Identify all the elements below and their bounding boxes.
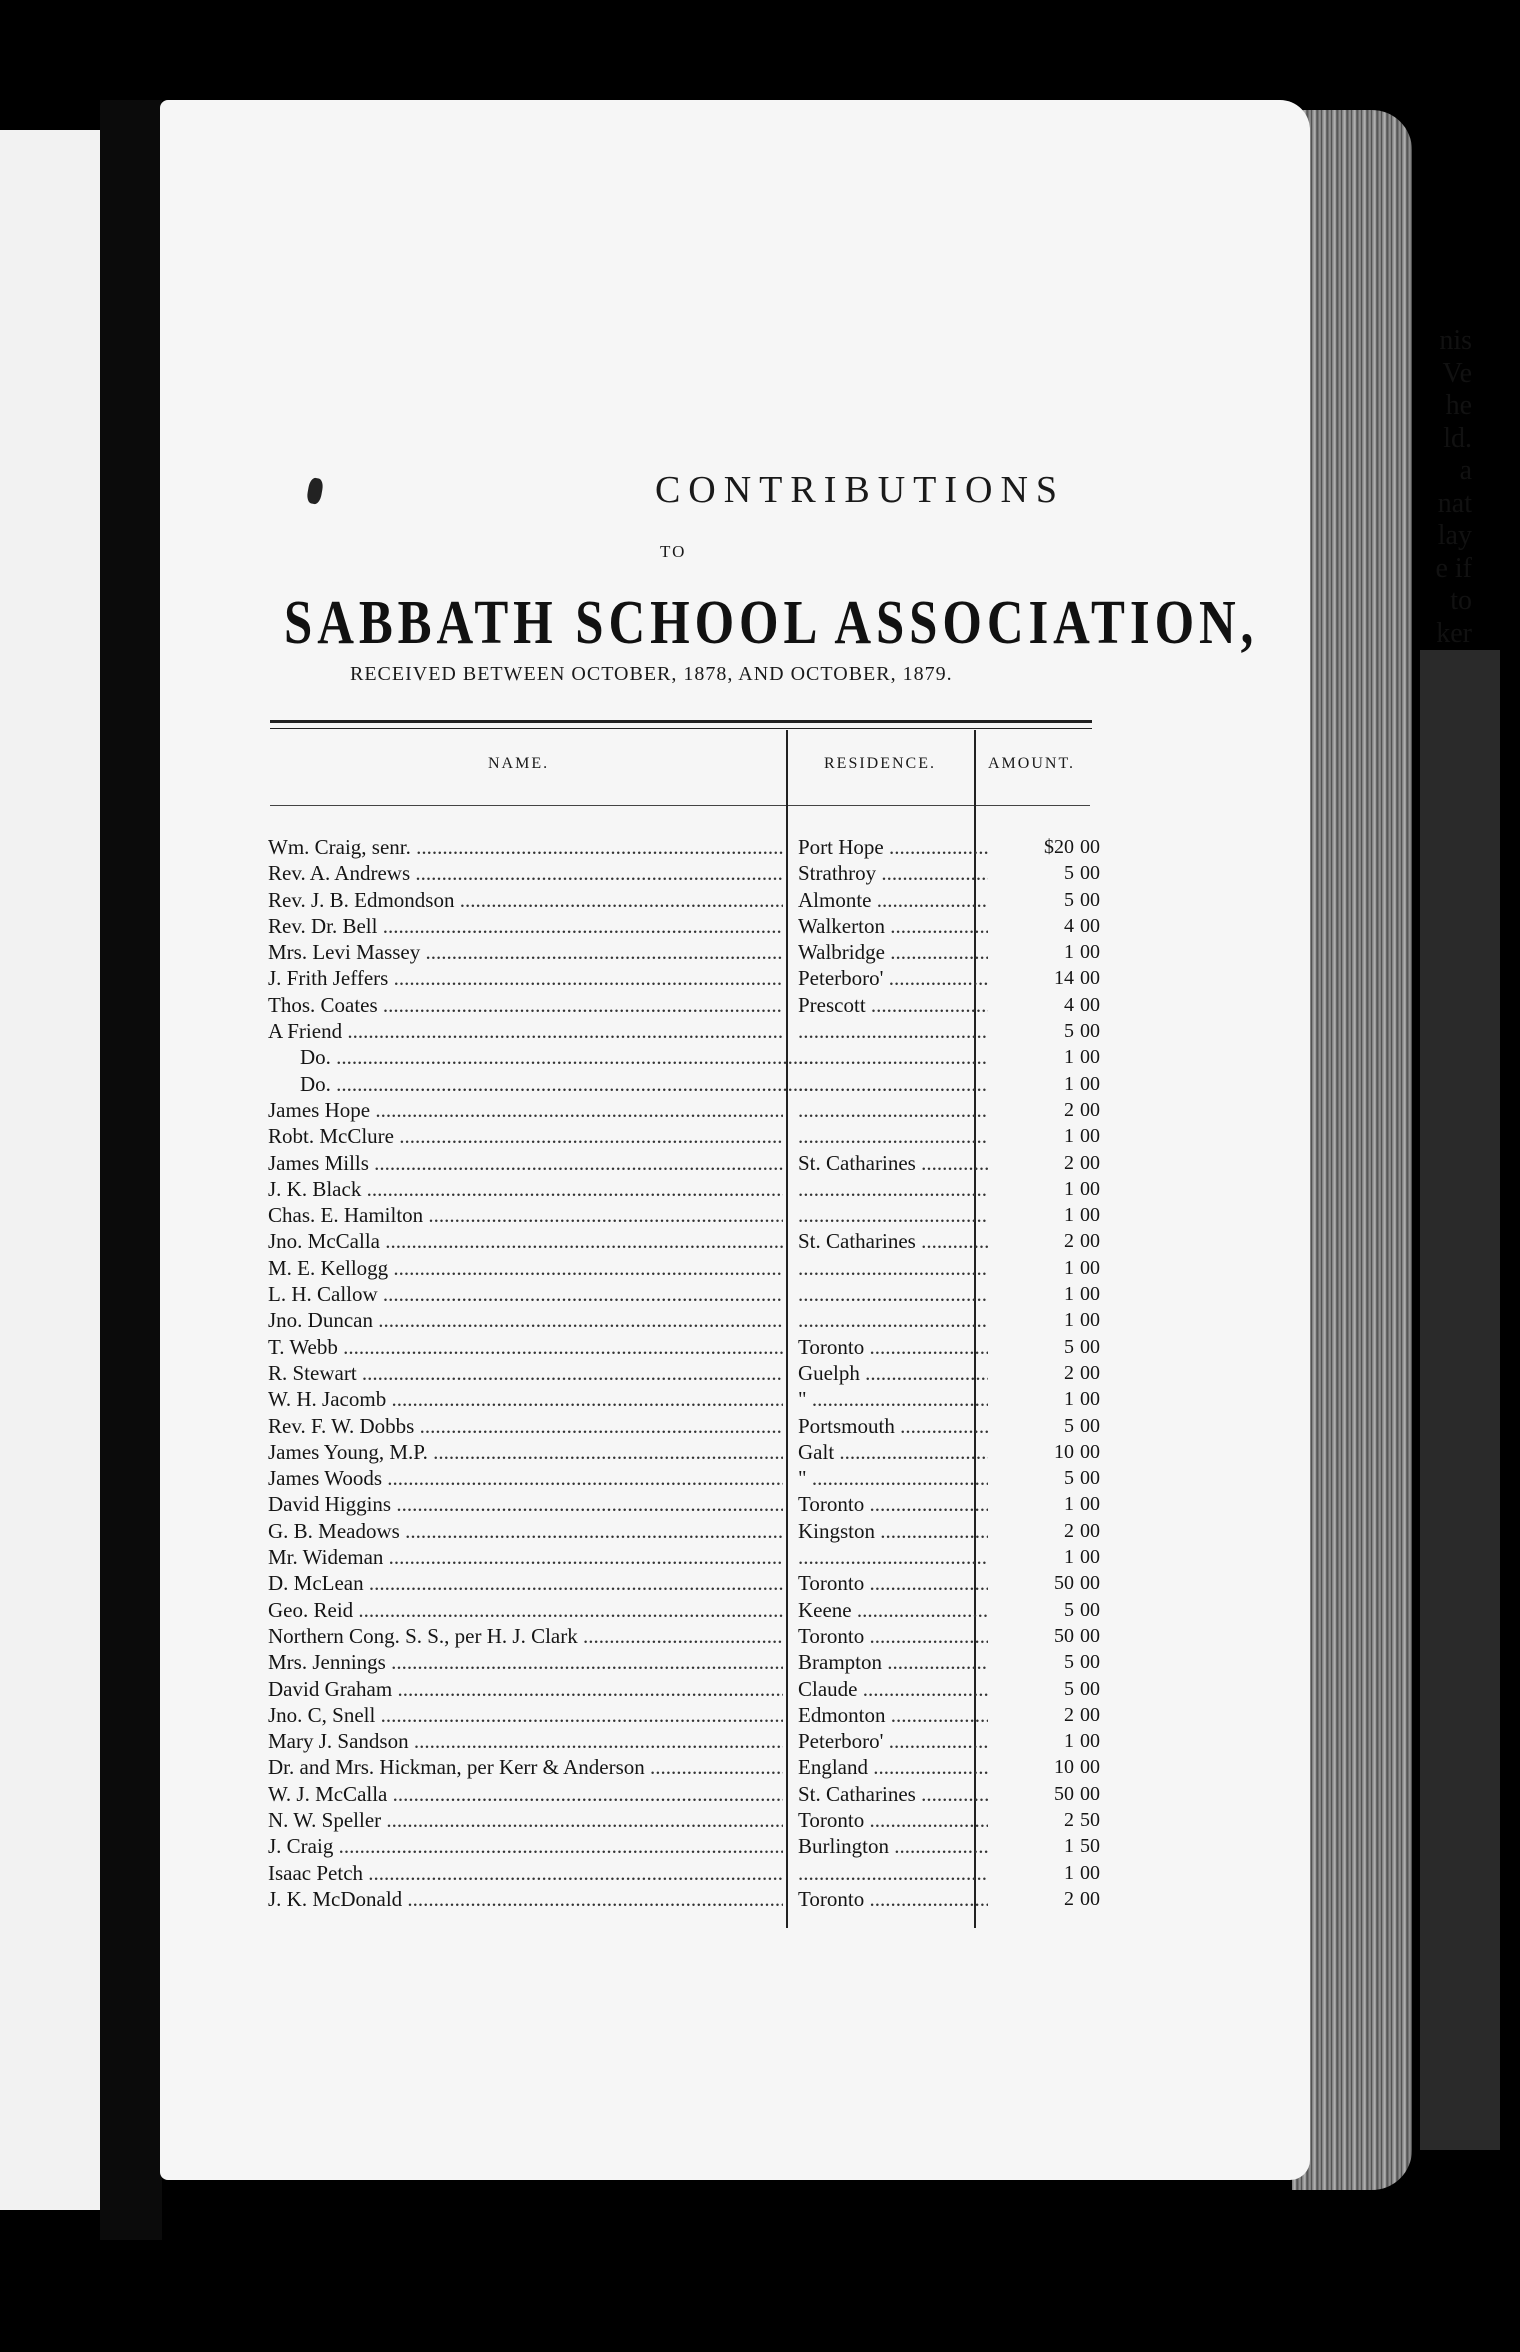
amount-cents: 00 bbox=[1080, 1204, 1100, 1227]
contributor-name: N. W. Speller ..... bbox=[268, 1807, 783, 1833]
contributor-name: G. B. Meadows ..... bbox=[268, 1518, 783, 1544]
residence bbox=[798, 1202, 988, 1228]
amount-dollars: 1 bbox=[1064, 1388, 1074, 1411]
amount-cents: 00 bbox=[1080, 1887, 1100, 1910]
table-row bbox=[268, 1728, 1128, 1754]
table-row bbox=[268, 1307, 1128, 1333]
amount-cents: 00 bbox=[1080, 1309, 1100, 1332]
amount-cents: 00 bbox=[1080, 1861, 1100, 1884]
table-row bbox=[268, 1202, 1128, 1228]
left-page-line: Ve bbox=[1442, 357, 1472, 389]
left-page-line: lay bbox=[1437, 520, 1472, 551]
title-to: TO bbox=[660, 542, 687, 561]
residence: " ..... bbox=[798, 1386, 988, 1412]
amount-dollars: 2 bbox=[1064, 1808, 1074, 1831]
residence: Toronto ..... bbox=[798, 1334, 988, 1360]
amount-dollars: 50 bbox=[1054, 1624, 1074, 1647]
amount-cents: 00 bbox=[1080, 941, 1100, 964]
contributor-name: James Hope ..... bbox=[268, 1097, 783, 1123]
amount-cents: 00 bbox=[1080, 1493, 1100, 1516]
amount-dollars: 5 bbox=[1064, 1677, 1074, 1700]
amount-cents: 00 bbox=[1080, 1467, 1100, 1490]
residence: St. Catharines ..... bbox=[798, 1781, 988, 1807]
contributor-name: Do. ..... bbox=[268, 1044, 815, 1070]
table-row bbox=[268, 939, 1128, 965]
contributor-name: M. E. Kellogg ..... bbox=[268, 1255, 783, 1281]
amount-cents: 00 bbox=[1080, 993, 1100, 1016]
amount-dollars: 1 bbox=[1064, 1046, 1074, 1069]
contributions-table bbox=[268, 834, 1128, 1912]
amount-cents: 00 bbox=[1080, 1072, 1100, 1095]
amount-dollars: 1 bbox=[1064, 1493, 1074, 1516]
left-page-line: a bbox=[1459, 455, 1472, 486]
contributor-name: Mrs. Levi Massey ..... bbox=[268, 939, 783, 965]
amount-dollars: 5 bbox=[1064, 1467, 1074, 1490]
subtitle-date-range: RECEIVED BETWEEN OCTOBER, 1878, AND OCTOBER, 1879. bbox=[350, 663, 953, 685]
amount-dollars: 4 bbox=[1064, 993, 1074, 1016]
amount-dollars: 1 bbox=[1064, 1204, 1074, 1227]
table-row bbox=[268, 1807, 1128, 1833]
contributor-name: Isaac Petch ..... bbox=[268, 1860, 783, 1886]
residence: Toronto ..... bbox=[798, 1570, 988, 1596]
amount-dollars: 50 bbox=[1054, 1572, 1074, 1595]
amount-cents: 00 bbox=[1080, 1098, 1100, 1121]
table-row bbox=[268, 860, 1128, 886]
amount-cents: 00 bbox=[1080, 1677, 1100, 1700]
left-page-line: ker bbox=[1436, 617, 1472, 649]
table-row bbox=[268, 1360, 1128, 1386]
residence: Prescott ..... bbox=[798, 992, 988, 1018]
amount-cents: 00 bbox=[1080, 1572, 1100, 1595]
residence: Walbridge ..... bbox=[798, 939, 988, 965]
table-row bbox=[268, 1860, 1128, 1886]
contributor-name: Rev. J. B. Edmondson ..... bbox=[268, 887, 783, 913]
header-rule-thin bbox=[270, 728, 1092, 729]
amount-cents: 00 bbox=[1080, 967, 1100, 990]
residence: Peterboro' ..... bbox=[798, 1728, 988, 1754]
left-page-line: ld. bbox=[1443, 422, 1472, 454]
residence: Guelph ..... bbox=[798, 1360, 988, 1386]
residence bbox=[798, 1281, 988, 1307]
table-row bbox=[268, 1018, 1128, 1044]
amount-cents: 00 bbox=[1080, 836, 1100, 858]
amount-cents: 00 bbox=[1080, 1546, 1100, 1569]
contributor-name: J. K. McDonald ..... bbox=[268, 1886, 783, 1912]
column-header-residence: RESIDENCE. bbox=[824, 755, 936, 772]
table-row bbox=[268, 1123, 1128, 1149]
amount-dollars: 10 bbox=[1054, 1756, 1074, 1779]
amount-dollars: 1 bbox=[1064, 1072, 1074, 1095]
title-association: SABBATH SCHOOL ASSOCIATION, bbox=[284, 589, 1259, 657]
table-row bbox=[268, 1833, 1128, 1859]
table-row bbox=[268, 1781, 1128, 1807]
table-row bbox=[268, 1754, 1128, 1780]
book-cover-edge bbox=[1420, 650, 1500, 2150]
residence: Brampton ..... bbox=[798, 1649, 988, 1675]
contributor-name: J. K. Black ..... bbox=[268, 1176, 783, 1202]
book-gutter bbox=[100, 100, 162, 2240]
contributor-name: Mrs. Jennings ..... bbox=[268, 1649, 783, 1675]
contributor-name: Thos. Coates ..... bbox=[268, 992, 783, 1018]
residence: St. Catharines ..... bbox=[798, 1150, 988, 1176]
table-row bbox=[268, 834, 1128, 860]
contributor-name: A Friend ..... bbox=[268, 1018, 783, 1044]
amount-cents: 00 bbox=[1080, 1414, 1100, 1437]
residence: Peterboro' ..... bbox=[798, 965, 988, 991]
amount-dollars: 1 bbox=[1064, 1125, 1074, 1148]
table-row bbox=[268, 1676, 1128, 1702]
contributor-name: Rev. F. W. Dobbs ..... bbox=[268, 1413, 783, 1439]
contributor-name: Geo. Reid ..... bbox=[268, 1597, 783, 1623]
contributor-name: Robt. McClure ..... bbox=[268, 1123, 783, 1149]
contributor-name: Chas. E. Hamilton ..... bbox=[268, 1202, 783, 1228]
amount-cents: 00 bbox=[1080, 1230, 1100, 1253]
amount-cents: 00 bbox=[1080, 914, 1100, 937]
table-row bbox=[268, 1570, 1128, 1596]
amount-dollars: 1 bbox=[1064, 1309, 1074, 1332]
residence: Burlington ..... bbox=[798, 1833, 988, 1859]
contributor-name: James Mills ..... bbox=[268, 1150, 783, 1176]
table-row bbox=[268, 887, 1128, 913]
contributor-name: Mary J. Sandson ..... bbox=[268, 1728, 783, 1754]
amount-cents: 00 bbox=[1080, 1151, 1100, 1174]
table-row bbox=[268, 1518, 1128, 1544]
table-row bbox=[268, 1044, 1128, 1070]
residence: " ..... bbox=[798, 1465, 988, 1491]
amount-cents: 00 bbox=[1080, 1388, 1100, 1411]
amount-cents: 00 bbox=[1080, 1361, 1100, 1384]
table-row bbox=[268, 1386, 1128, 1412]
table-row bbox=[268, 1334, 1128, 1360]
amount-cents: 50 bbox=[1080, 1808, 1100, 1831]
column-header-name: NAME. bbox=[488, 755, 550, 772]
amount-dollars: 5 bbox=[1064, 888, 1074, 911]
table-row bbox=[268, 1097, 1128, 1123]
table-row bbox=[268, 1255, 1128, 1281]
amount-dollars: 4 bbox=[1064, 914, 1074, 937]
amount-dollars: 10 bbox=[1054, 1440, 1074, 1463]
amount-dollars: 2 bbox=[1064, 1887, 1074, 1910]
amount-cents: 00 bbox=[1080, 1519, 1100, 1542]
contributor-name: T. Webb ..... bbox=[268, 1334, 783, 1360]
table-row bbox=[268, 1150, 1128, 1176]
residence bbox=[798, 1176, 988, 1202]
left-page-line: to bbox=[1450, 585, 1472, 616]
residence: Claude ..... bbox=[798, 1676, 988, 1702]
residence bbox=[798, 1307, 988, 1333]
amount-dollars: 5 bbox=[1064, 1598, 1074, 1621]
contributor-name: David Graham ..... bbox=[268, 1676, 783, 1702]
residence: Toronto ..... bbox=[798, 1886, 988, 1912]
residence bbox=[798, 1097, 988, 1123]
amount-cents: 00 bbox=[1080, 1782, 1100, 1805]
residence: Walkerton ..... bbox=[798, 913, 988, 939]
amount-dollars: 14 bbox=[1054, 967, 1074, 990]
table-row bbox=[268, 965, 1128, 991]
left-page-line: e if bbox=[1435, 552, 1472, 584]
contributor-name: Do. ..... bbox=[268, 1071, 815, 1097]
residence: Strathroy ..... bbox=[798, 860, 988, 886]
residence: Toronto ..... bbox=[798, 1623, 988, 1649]
amount-dollars: 1 bbox=[1064, 1835, 1074, 1858]
table-row bbox=[268, 1649, 1128, 1675]
table-row bbox=[268, 1544, 1128, 1570]
amount-cents: 00 bbox=[1080, 1624, 1100, 1647]
amount-cents: 00 bbox=[1080, 1125, 1100, 1148]
amount-cents: 00 bbox=[1080, 862, 1100, 885]
amount-dollars: 1 bbox=[1064, 1256, 1074, 1279]
amount-cents: 00 bbox=[1080, 1335, 1100, 1358]
amount-cents: 00 bbox=[1080, 1283, 1100, 1306]
contributor-name: Jno. Duncan ..... bbox=[268, 1307, 783, 1333]
table-row bbox=[268, 1071, 1128, 1097]
amount-cents: 50 bbox=[1080, 1835, 1100, 1858]
amount-cents: 00 bbox=[1080, 1598, 1100, 1621]
table-row bbox=[268, 1491, 1128, 1517]
amount-dollars: 5 bbox=[1064, 1020, 1074, 1043]
amount-dollars: 2 bbox=[1064, 1703, 1074, 1726]
amount-dollars: 2 bbox=[1064, 1098, 1074, 1121]
column-header-amount: AMOUNT. bbox=[988, 755, 1076, 772]
amount-dollars: 2 bbox=[1064, 1151, 1074, 1174]
residence: Edmonton ..... bbox=[798, 1702, 988, 1728]
contributor-name: James Young, M.P. ..... bbox=[268, 1439, 783, 1465]
amount-dollars: 2 bbox=[1064, 1361, 1074, 1384]
contributor-name: Jno. McCalla ..... bbox=[268, 1228, 783, 1254]
left-page-line: nat bbox=[1437, 487, 1472, 519]
left-page-line: nis bbox=[1439, 325, 1472, 356]
amount-dollars: 1 bbox=[1064, 941, 1074, 964]
residence bbox=[798, 1255, 988, 1281]
table-row bbox=[268, 1228, 1128, 1254]
amount-dollars: 2 bbox=[1064, 1519, 1074, 1542]
table-row bbox=[268, 1465, 1128, 1491]
contributor-name: Rev. Dr. Bell ..... bbox=[268, 913, 783, 939]
residence: England ..... bbox=[798, 1754, 988, 1780]
contributor-name: Northern Cong. S. S., per H. J. Clark ..... bbox=[268, 1623, 783, 1649]
header-rule-thick bbox=[270, 720, 1092, 723]
residence bbox=[798, 1123, 988, 1149]
amount-dollars: 1 bbox=[1064, 1283, 1074, 1306]
amount-cents: 00 bbox=[1080, 1256, 1100, 1279]
residence: Portsmouth ..... bbox=[798, 1413, 988, 1439]
contributor-name: Jno. C, Snell ..... bbox=[268, 1702, 783, 1728]
contributor-name: Mr. Wideman ..... bbox=[268, 1544, 783, 1570]
table-row bbox=[268, 1623, 1128, 1649]
amount-cents: 00 bbox=[1080, 1651, 1100, 1674]
title-contributions: CONTRIBUTIONS bbox=[654, 469, 1066, 511]
table-row bbox=[268, 913, 1128, 939]
amount-dollars: 1 bbox=[1064, 1861, 1074, 1884]
residence: Port Hope ..... bbox=[798, 834, 988, 860]
column-header-rule bbox=[270, 805, 1090, 806]
table-row bbox=[268, 1439, 1128, 1465]
amount-dollars: 5 bbox=[1064, 1651, 1074, 1674]
residence bbox=[798, 1544, 988, 1570]
amount-dollars: 5 bbox=[1064, 1335, 1074, 1358]
residence: Kingston ..... bbox=[798, 1518, 988, 1544]
amount-cents: 00 bbox=[1080, 1756, 1100, 1779]
amount-dollars: $20 bbox=[1044, 836, 1074, 858]
amount-cents: 00 bbox=[1080, 888, 1100, 911]
residence bbox=[798, 1860, 988, 1886]
contributor-name: W. J. McCalla ..... bbox=[268, 1781, 783, 1807]
residence bbox=[798, 1044, 988, 1070]
contributor-name: W. H. Jacomb ..... bbox=[268, 1386, 783, 1412]
amount-cents: 00 bbox=[1080, 1440, 1100, 1463]
table-row bbox=[268, 1886, 1128, 1912]
amount-dollars: 50 bbox=[1054, 1782, 1074, 1805]
residence bbox=[798, 1071, 988, 1097]
residence: Toronto ..... bbox=[798, 1807, 988, 1833]
residence: Galt ..... bbox=[798, 1439, 988, 1465]
contributor-name: J. Frith Jeffers ..... bbox=[268, 965, 783, 991]
contributor-name: D. McLean ..... bbox=[268, 1570, 783, 1596]
residence: Keene ..... bbox=[798, 1597, 988, 1623]
amount-dollars: 2 bbox=[1064, 1230, 1074, 1253]
amount-cents: 00 bbox=[1080, 1177, 1100, 1200]
contributor-name: L. H. Callow ..... bbox=[268, 1281, 783, 1307]
table-row bbox=[268, 1413, 1128, 1439]
amount-dollars: 1 bbox=[1064, 1177, 1074, 1200]
residence bbox=[798, 1018, 988, 1044]
amount-cents: 00 bbox=[1080, 1730, 1100, 1753]
contributor-name: J. Craig ..... bbox=[268, 1833, 783, 1859]
amount-dollars: 5 bbox=[1064, 1414, 1074, 1437]
contributor-name: David Higgins ..... bbox=[268, 1491, 783, 1517]
amount-dollars: 1 bbox=[1064, 1730, 1074, 1753]
amount-cents: 00 bbox=[1080, 1046, 1100, 1069]
table-row bbox=[268, 1176, 1128, 1202]
page-edges bbox=[1292, 110, 1412, 2190]
amount-cents: 00 bbox=[1080, 1020, 1100, 1043]
contributor-name: Rev. A. Andrews ..... bbox=[268, 860, 783, 886]
residence: Toronto ..... bbox=[798, 1491, 988, 1517]
table-row bbox=[268, 992, 1128, 1018]
table-row bbox=[268, 1702, 1128, 1728]
table-row bbox=[268, 1281, 1128, 1307]
residence: St. Catharines ..... bbox=[798, 1228, 988, 1254]
contributor-name: Dr. and Mrs. Hickman, per Kerr & Anderson ..... bbox=[268, 1754, 783, 1780]
contributor-name: R. Stewart ..... bbox=[268, 1360, 783, 1386]
residence: Almonte ..... bbox=[798, 887, 988, 913]
amount-dollars: 1 bbox=[1064, 1546, 1074, 1569]
amount-dollars: 5 bbox=[1064, 862, 1074, 885]
table-row bbox=[268, 1597, 1128, 1623]
contributor-name: James Woods ..... bbox=[268, 1465, 783, 1491]
amount-cents: 00 bbox=[1080, 1703, 1100, 1726]
left-page-line: he bbox=[1445, 390, 1472, 421]
contributor-name: Wm. Craig, senr. ..... bbox=[268, 834, 783, 860]
